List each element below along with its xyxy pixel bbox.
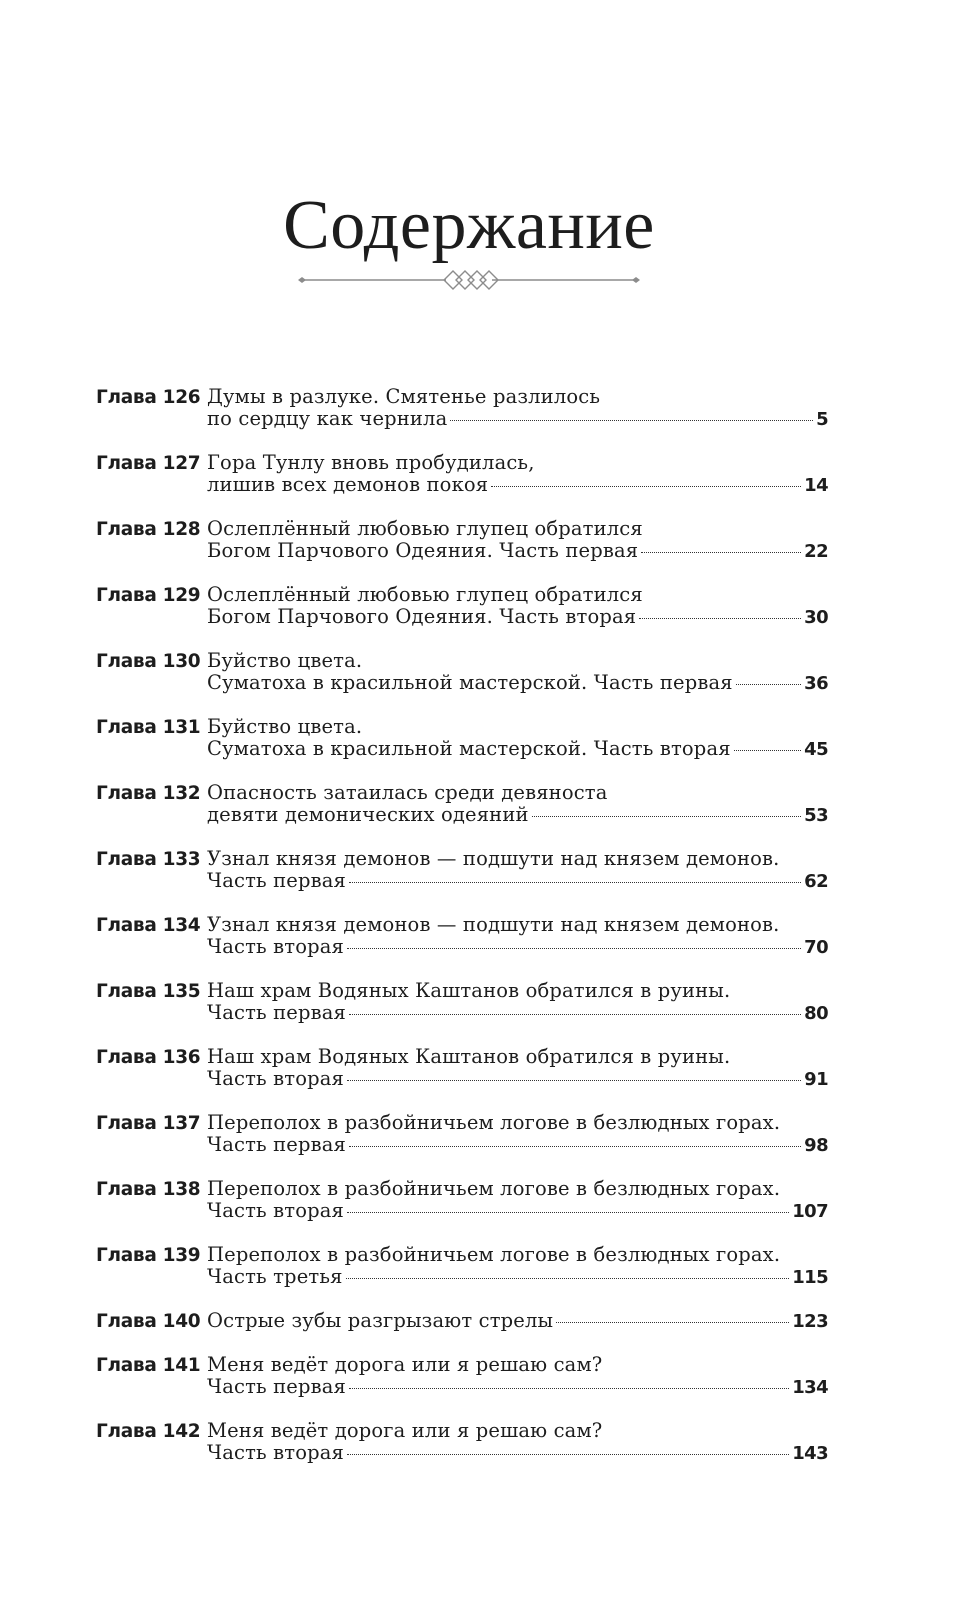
page-number: 115 <box>792 1267 828 1288</box>
toc-entry[interactable] <box>96 1112 828 1178</box>
dot-leader <box>639 618 801 619</box>
chapter-title-line: Часть первая <box>207 1001 346 1024</box>
chapter-title-line: Часть первая <box>207 1375 346 1398</box>
chapter-number: Глава 142 <box>96 1421 201 1442</box>
chapter-title-line: Часть первая <box>207 869 346 892</box>
title-ornament-divider <box>296 266 642 294</box>
page-number: 22 <box>804 541 828 562</box>
chapter-title-line: Богом Парчового Одеяния. Часть вторая <box>207 605 637 628</box>
dot-leader <box>491 486 801 487</box>
toc-entry[interactable] <box>96 1178 828 1244</box>
chapter-title-line: Буйство цвета. <box>207 715 363 738</box>
page-number: 62 <box>804 871 828 892</box>
chapter-title-line: по сердцу как чернила <box>207 407 448 430</box>
chapter-title-line: Часть первая <box>207 1133 346 1156</box>
toc-entry[interactable] <box>96 848 828 914</box>
chapter-title-line: Узнал князя демонов — подшути над князем демонов. <box>207 847 780 870</box>
dot-leader <box>734 750 801 751</box>
toc-entry[interactable] <box>96 1354 828 1420</box>
chapter-title-line: Меня ведёт дорога или я решаю сам? <box>207 1419 603 1442</box>
dot-leader <box>532 816 802 817</box>
chapter-number: Глава 137 <box>96 1113 201 1134</box>
chapter-title-line: Часть вторая <box>207 1199 344 1222</box>
toc-entry[interactable] <box>96 650 828 716</box>
page-number: 134 <box>792 1377 828 1398</box>
chapter-title-line: Богом Парчового Одеяния. Часть первая <box>207 539 639 562</box>
chapter-number: Глава 133 <box>96 849 201 870</box>
page-number: 53 <box>804 805 828 826</box>
chapter-number: Глава 139 <box>96 1245 201 1266</box>
toc-entry[interactable] <box>96 716 828 782</box>
chapter-title-line: Суматоха в красильной мастерской. Часть вторая <box>207 737 731 760</box>
chapter-title-line: Суматоха в красильной мастерской. Часть первая <box>207 671 733 694</box>
dot-leader <box>347 1080 801 1081</box>
toc-entry[interactable] <box>96 1244 828 1310</box>
chapter-title-line: Острые зубы разгрызают стрелы <box>207 1309 554 1332</box>
toc-entry[interactable] <box>96 452 828 518</box>
page-number: 45 <box>804 739 828 760</box>
dot-leader <box>736 684 801 685</box>
toc-entry[interactable] <box>96 386 828 452</box>
dot-leader <box>347 1454 789 1455</box>
chapter-title-line: Переполох в разбойничьем логове в безлюдных горах. <box>207 1111 781 1134</box>
chapter-title-line: Думы в разлуке. Смятенье разлилось <box>207 385 601 408</box>
chapter-number: Глава 135 <box>96 981 201 1002</box>
toc-entry[interactable] <box>96 1420 828 1486</box>
page-number: 143 <box>792 1443 828 1464</box>
dot-leader <box>349 1014 801 1015</box>
chapter-number: Глава 129 <box>96 585 201 606</box>
chapter-title-line: Часть вторая <box>207 1441 344 1464</box>
chapter-title-line: Часть вторая <box>207 935 344 958</box>
toc-entry[interactable] <box>96 1310 828 1354</box>
chapter-number: Глава 127 <box>96 453 201 474</box>
page-number: 14 <box>804 475 828 496</box>
chapter-title-line: Переполох в разбойничьем логове в безлюдных горах. <box>207 1243 781 1266</box>
chapter-title-line: Буйство цвета. <box>207 649 363 672</box>
dot-leader <box>346 1278 790 1279</box>
page-number: 91 <box>804 1069 828 1090</box>
chapter-title-line: Ослеплённый любовью глупец обратился <box>207 517 643 540</box>
chapter-number: Глава 131 <box>96 717 201 738</box>
page-number: 80 <box>804 1003 828 1024</box>
chapter-title-line: Меня ведёт дорога или я решаю сам? <box>207 1353 603 1376</box>
page-number: 30 <box>804 607 828 628</box>
chapter-title-line: Наш храм Водяных Каштанов обратился в руины. <box>207 1045 731 1068</box>
dot-leader <box>450 420 813 421</box>
page-number: 5 <box>816 409 828 430</box>
chapter-title-line: Наш храм Водяных Каштанов обратился в руины. <box>207 979 731 1002</box>
toc-entry[interactable] <box>96 1046 828 1112</box>
toc-entry[interactable] <box>96 518 828 584</box>
chapter-number: Глава 126 <box>96 387 201 408</box>
dot-leader <box>347 1212 789 1213</box>
toc-entry[interactable] <box>96 980 828 1046</box>
page-number: 107 <box>792 1201 828 1222</box>
dot-leader <box>556 1322 789 1323</box>
chapter-number: Глава 128 <box>96 519 201 540</box>
chapter-number: Глава 136 <box>96 1047 201 1068</box>
chapter-title-line: лишив всех демонов покоя <box>207 473 489 496</box>
chapter-number: Глава 134 <box>96 915 201 936</box>
page-number: 70 <box>804 937 828 958</box>
page-title: Содержание <box>283 187 655 264</box>
table-of-contents <box>96 386 828 1486</box>
dot-leader <box>347 948 801 949</box>
page-number: 123 <box>792 1311 828 1332</box>
chapter-number: Глава 138 <box>96 1179 201 1200</box>
chapter-title-line: девяти демонических одеяний <box>207 803 529 826</box>
chapter-title-line: Часть третья <box>207 1265 343 1288</box>
dot-leader <box>349 1388 789 1389</box>
dot-leader <box>641 552 801 553</box>
chapter-number: Глава 141 <box>96 1355 201 1376</box>
toc-entry[interactable] <box>96 782 828 848</box>
dot-leader <box>349 1146 801 1147</box>
dot-leader <box>349 882 801 883</box>
chapter-title-line: Опасность затаилась среди девяноста <box>207 781 608 804</box>
toc-entry[interactable] <box>96 914 828 980</box>
page-number: 98 <box>804 1135 828 1156</box>
chapter-number: Глава 130 <box>96 651 201 672</box>
chapter-title-line: Часть вторая <box>207 1067 344 1090</box>
chapter-title-line: Ослеплённый любовью глупец обратился <box>207 583 643 606</box>
toc-entry[interactable] <box>96 584 828 650</box>
chapter-title-line: Узнал князя демонов — подшути над князем демонов. <box>207 913 780 936</box>
chapter-title-line: Гора Тунлу вновь пробудилась, <box>207 451 535 474</box>
chapter-title-line: Переполох в разбойничьем логове в безлюдных горах. <box>207 1177 781 1200</box>
chapter-number: Глава 140 <box>96 1311 201 1332</box>
chapter-number: Глава 132 <box>96 783 201 804</box>
page-number: 36 <box>804 673 828 694</box>
